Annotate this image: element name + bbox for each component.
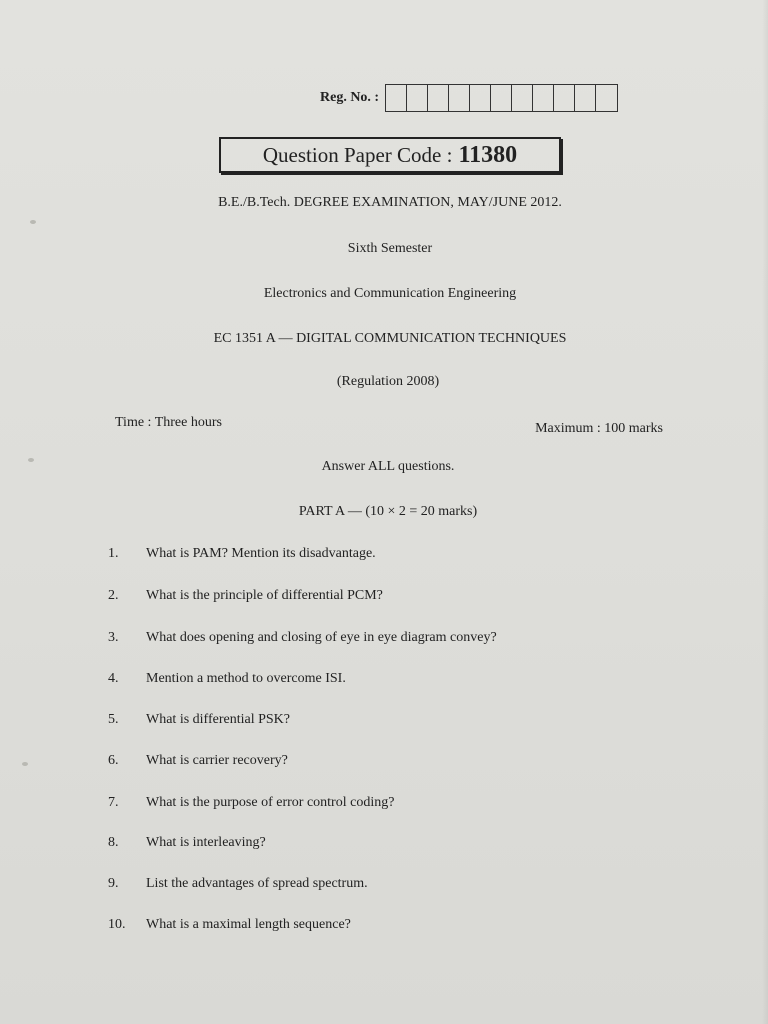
question-number: 3. (108, 630, 119, 645)
question-item (108, 876, 368, 892)
question-text: What is the principle of differential PCM? (146, 588, 383, 603)
instructions: Answer ALL questions. (321, 459, 455, 474)
question-paper-code-label: Question Paper Code : (262, 142, 453, 167)
question-text: What is the purpose of error control coding? (146, 795, 395, 810)
question-number: 9. (108, 876, 119, 891)
reg-number-digit-box[interactable] (554, 85, 575, 111)
question-text: Mention a method to overcome ISI. (146, 671, 346, 686)
part-heading: PART A — (10 × 2 = 20 marks) (298, 504, 478, 519)
exam-duration: Time : Three hours (115, 415, 222, 430)
question-number: 8. (108, 835, 119, 850)
question-item (108, 588, 383, 604)
question-item (108, 795, 394, 811)
question-text: What is differential PSK? (146, 712, 290, 727)
question-item (108, 712, 290, 728)
degree-title: B.E./B.Tech. DEGREE EXAMINATION, MAY/JUNE 2012. (218, 195, 562, 210)
question-number: 5. (108, 712, 119, 727)
subject-title: EC 1351 A — DIGITAL COMMUNICATION TECHNIQUES (213, 331, 567, 346)
question-text: What is carrier recovery? (146, 753, 288, 768)
question-number: 1. (108, 546, 119, 561)
reg-number-label: Reg. No. : (320, 90, 380, 105)
reg-number-digit-box[interactable] (596, 85, 617, 111)
question-item (108, 546, 376, 562)
reg-number-digit-box[interactable] (386, 85, 407, 111)
question-item (108, 835, 266, 851)
question-number: 10. (108, 917, 126, 932)
reg-number-boxes[interactable] (385, 84, 618, 112)
regulation: (Regulation 2008) (336, 374, 440, 389)
question-text: What does opening and closing of eye in eye diagram convey? (146, 630, 497, 645)
question-paper-code-number: 11380 (458, 141, 518, 168)
question-text: List the advantages of spread spectrum. (146, 876, 368, 891)
question-number: 6. (108, 753, 119, 768)
scan-speck (30, 220, 36, 224)
question-item (108, 917, 351, 933)
reg-number-digit-box[interactable] (533, 85, 554, 111)
question-text: What is PAM? Mention its disadvantage. (146, 546, 376, 561)
question-number: 4. (108, 671, 119, 686)
semester: Sixth Semester (347, 241, 433, 256)
branch: Electronics and Communication Engineering (263, 286, 517, 301)
reg-number-digit-box[interactable] (407, 85, 428, 111)
reg-number-digit-box[interactable] (449, 85, 470, 111)
question-number: 7. (108, 795, 119, 810)
question-number: 2. (108, 588, 119, 603)
scan-speck (22, 762, 28, 766)
question-paper-code-box (219, 137, 561, 173)
question-item (108, 630, 497, 646)
question-item (108, 671, 346, 687)
reg-number-digit-box[interactable] (428, 85, 449, 111)
reg-number-digit-box[interactable] (470, 85, 491, 111)
question-text: What is a maximal length sequence? (146, 917, 351, 932)
question-text: What is interleaving? (146, 835, 266, 850)
reg-number-digit-box[interactable] (575, 85, 596, 111)
maximum-marks: Maximum : 100 marks (535, 421, 663, 436)
reg-number-field (320, 84, 618, 112)
reg-number-digit-box[interactable] (491, 85, 512, 111)
reg-number-digit-box[interactable] (512, 85, 533, 111)
question-item (108, 753, 288, 769)
